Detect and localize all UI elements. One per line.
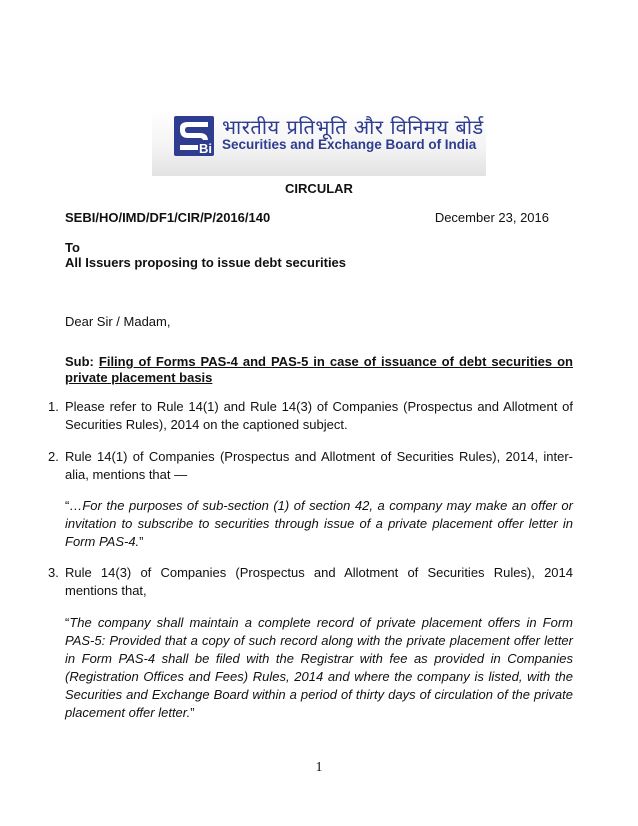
quote-text: …For the purposes of sub-section (1) of section 42, a company may make an offer or invitation to subscribe to securities through issue of a private placement offer letter in Form PAS-4.: [65, 498, 573, 549]
paragraph-text: Rule 14(3) of Companies (Prospectus and Allotment of Securities Rules), 2014 mentions that,: [65, 565, 573, 598]
subject-line: [65, 354, 573, 386]
quote-close-mark: ”: [190, 705, 195, 720]
quote-rule-14-1: [65, 497, 573, 551]
quote-close-mark: ”: [139, 534, 144, 549]
recipient-to-label: To: [65, 240, 80, 255]
salutation: Dear Sir / Madam,: [65, 314, 171, 329]
quote-open-mark: “: [65, 615, 70, 630]
paragraph-1: [48, 398, 573, 434]
subject-label: Sub:: [65, 354, 94, 369]
paragraph-3: [48, 564, 573, 600]
letterhead-english-name: Securities and Exchange Board of India: [222, 137, 477, 152]
quote-rule-14-3: [65, 614, 573, 722]
paragraph-text: Rule 14(1) of Companies (Prospectus and Allotment of Securities Rules), 2014, inter-alia, mentions that —: [65, 449, 573, 482]
paragraph-2: [48, 448, 573, 484]
quote-text: The company shall maintain a complete record of private placement offers in Form PAS-5: Provided that a copy of such record along with the private placement offer letter in Form PAS-4 shall be filed with the Registrar with fee as provided in Companies (Registration Offices and Fees) Rules, 2014 and where the company is listed, with the Securities and Exchange Board within a period of thirty days of circulation of the private placement offer letter.: [65, 615, 573, 720]
quote-open-mark: “: [65, 498, 70, 513]
circular-title: CIRCULAR: [285, 181, 353, 196]
paragraph-number: 1.: [48, 399, 59, 414]
circular-date: December 23, 2016: [434, 210, 549, 225]
paragraph-text: Please refer to Rule 14(1) and Rule 14(3) of Companies (Prospectus and Allotment of Securities Rules), 2014 on the captioned subject.: [65, 399, 573, 432]
subject-text: Filing of Forms PAS-4 and PAS-5 in case of issuance of debt securities on private placement basis: [65, 354, 573, 385]
recipient-name: All Issuers proposing to issue debt securities: [65, 255, 347, 270]
letterhead: [152, 110, 486, 176]
svg-text:Bi: Bi: [199, 141, 212, 156]
paragraph-number: 3.: [48, 565, 59, 580]
page-number: 1: [315, 760, 323, 775]
circular-reference-number: SEBI/HO/IMD/DF1/CIR/P/2016/140: [65, 210, 271, 225]
paragraph-number: 2.: [48, 449, 59, 464]
letterhead-hindi-name: भारतीय प्रतिभूति और विनिमय बोर्ड: [222, 115, 484, 139]
sebi-logo-icon: [172, 114, 216, 158]
